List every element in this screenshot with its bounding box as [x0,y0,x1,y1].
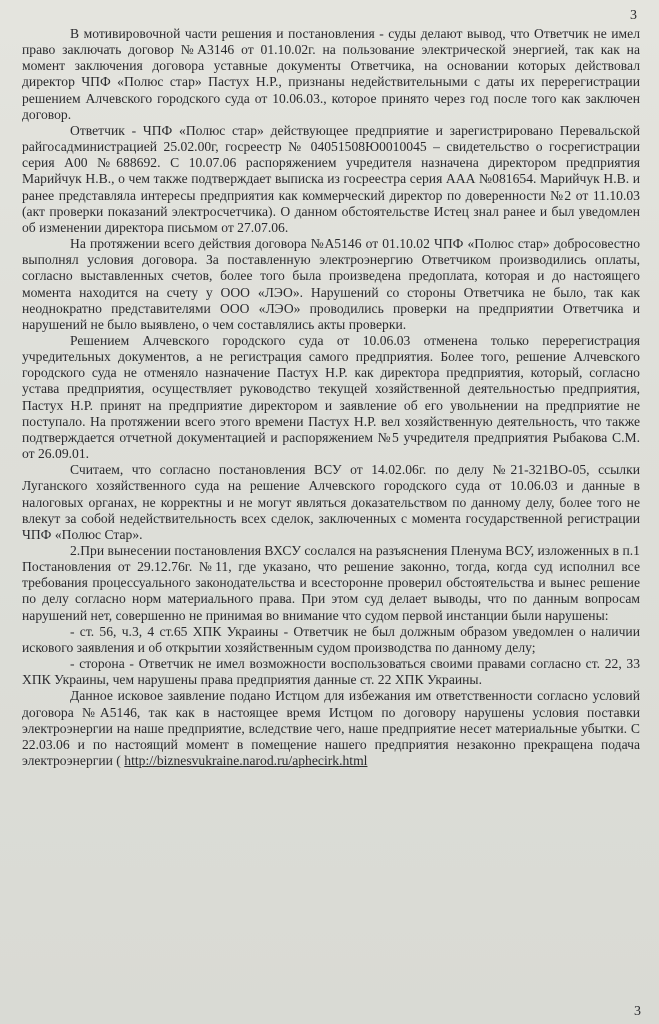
page-number-top: 3 [630,8,637,23]
source-link[interactable]: http://biznesvukraine.narod.ru/aphecirk.html [124,753,368,769]
paragraph-motivation: В мотивировочной части решения и постановления - суды делают вывод, что Ответчик не имел право заключать договор №А3146 от 01.10.02г. на пользование электрической энергией, так как на момент заключения договора уставные документы Ответчика, на основании которых действовал директор ЧПФ «Полюс стар» Пастух Н.Р., признаны недействительными с даты их перерегистрации решением Алчевского городского суда от 10.06.03., которое принято через год после того как заключен договор. [22,26,640,122]
paragraph-violation-2: - сторона - Ответчик не имел возможности воспользоваться своими правами согласно ст. 22, 33 ХПК Украины, чем нарушены права предприятия данные ст. 22 ХПК Украины. [22,656,640,688]
paragraph-claim-text: Данное исковое заявление подано Истцом для избежания им ответственности согласно условий договора №А5146, так как в настоящее время Истцом по договору нарушены условия поставки электроэнергии на наше предприятие, вследствие чего, наше предприятие несет материальные убытки. С 22.03.06 и по настоящий момент в помещение нашего предприятия незаконно прекращена подача электроэнергии ( [22,688,640,769]
paragraph-defendant: Ответчик - ЧПФ «Полюс стар» действующее предприятие и зарегистрировано Перевальской райгосадминистрацией 25.02.00г, госреестр № 04051508Ю0010045 – свидетельство о госрегистрации серия А00 №688692. С 10.07.06 распоряжением учредителя назначена директором предприятия Марийчук Н.В., о чем также подтверждает выписка из госреестра серия ААА №081654. Марийчук Н.В. и ранее представляла интересы предприятия как коммерческий директор по доверенности №2 от 11.10.03 (акт проверки показаний электросчетчика). О данном обстоятельстве Истец знал ранее и был уведомлен об изменении директора письмом от 27.07.06. [22,122,640,235]
paragraph-court-decision: Решением Алчевского городского суда от 10.06.03 отменена только перерегистрация учредительных документов, а не регистрация самого предприятия. Более того, решение Алчевского городского суда не отменяло назначение Пастух Н.Р. как директора предприятия, который, согласно устава предприятия, осуществляет руководство текущей хозяйственной деятельностью предприятия, Пастух Н.Р. принят на предприятие директором и заявление об его увольнении на предприятие не поступало. На протяжении всего этого времени Пастух Н.Р. вел хозяйственную деятельность, что также подтверждается отчетной документацией и распоряжением №5 учредителя предприятия Рыбакова С.М. от 26.09.01. [22,332,640,462]
paragraph-violation-1: - ст. 56, ч.3, 4 ст.65 ХПК Украины - Ответчик не был должным образом уведомлен о наличии искового заявления и об открытии хозяйственным судом производства по данному делу; [22,623,640,655]
paragraph-contract-execution: На протяжении всего действия договора №А5146 от 01.10.02 ЧПФ «Полюс стар» добросовестно выполнял условия договора. За поставленную электроэнергию Ответчиком производились оплаты, согласно выставленных счетов, более того была произведена предоплата, которая и до настоящего момента находится на счету у ООО «ЛЭО». Нарушений со стороны Ответчика не было, так как неоднократно представителями ООО «ЛЭО» проводились проверки на предприятии Ответчика и нарушений не было выявлено, о чем составлялись акты проверки. [22,236,640,332]
paragraph-vhsu-plenum: 2.При вынесении постановления ВХСУ сослался на разъяснения Пленума ВСУ, изложенных в п.1 Постановления от 29.12.76г. №11, где указано, что решение законно, тогда, когда суд исполнил все требования процессуального законодательства и всесторонне проверил обстоятельства и вынес решение по делу согласно норм материального права. При этом суд делает выводы, что по данным вопросам нарушений нет, совершенно не принимая во внимание что судом первой инстанции были нарушены: [22,543,640,623]
paragraph-claim [22,688,640,769]
page-number-bottom: 3 [634,1004,641,1019]
paragraph-vsu-ruling: Считаем, что согласно постановления ВСУ от 14.02.06г. по делу №21-321ВО-05, ссылки Луганского хозяйственного суда на решение Алчевского городского суда от 10.06.03 и данные в налоговых органах, не корректны и не могут являться доказательством по данному делу, более того не влекут за собой недействительность всех сделок, заключенных с момента государственной регистрации ЧПФ «Полюс Стар». [22,462,640,542]
document-body [22,26,640,769]
